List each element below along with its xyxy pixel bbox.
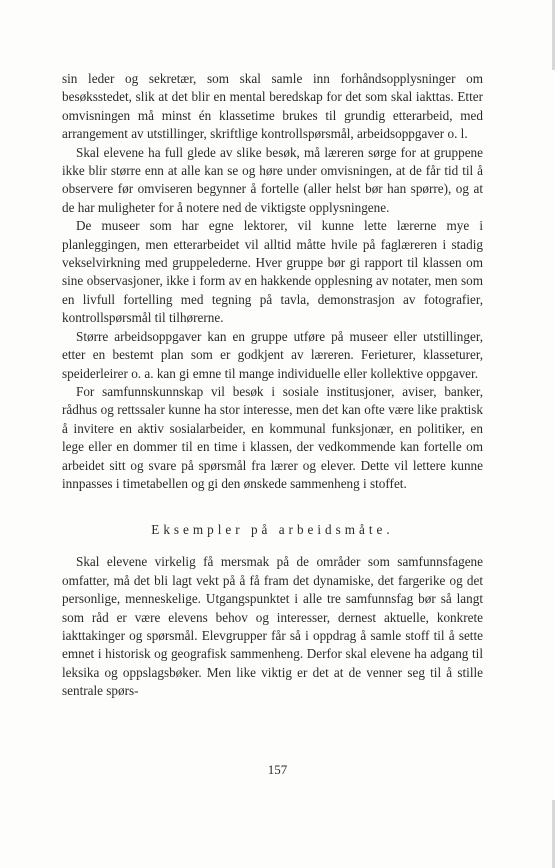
paragraph: Større arbeidsoppgaver kan en gruppe utføre på museer eller utstillinger, etter en bestemt plan som er godkjent av læreren. Ferieturer, klasseturer, speiderleirer o. a. kan gi emne til mange individuelle eller kollektive oppgaver.	[62, 328, 483, 381]
paragraph: For samfunnskunnskap vil besøk i sosiale institusjoner, aviser, banker, rådhus og rettssaler kunne ha stor interesse, men det kan ofte være like praktisk å invitere en aktiv sosialarbeider, en kommunal funksjonær, en politiker, en lege eller en dommer til en time i klassen, der vedkommende kan fortelle om arbeidet sitt og svare på spørsmål fra lærer og elever. Dette vil lettere kunne innpasses i timetabellen og gi den ønskede sammenheng i stoffet.	[62, 383, 483, 491]
page-number: 157	[267, 762, 288, 777]
paragraph: Skal elevene virkelig få mersmak på de områder som samfunnsfagene omfatter, må det bli lagt vekt på å få fram det dynamiske, det fargerike og det personlige, menneskelige. Utgangspunktet i alle tre samfunnsfag bør så langt som råd er være elevens behov og interesser, dernest aktuelle, konkrete iakttakinger og spørsmål. Elevgrupper får så i oppdrag å samle stoff til å sette emnet i historisk og geografisk sammenheng. Derfor skal elevene ha adgang til leksika og oppslagsbøker. Men like viktig er det at de venner seg til å stille sentrale spørs-	[62, 554, 483, 699]
paragraph: Skal elevene ha full glede av slike besøk, må læreren sørge for at gruppene ikke blir større enn at alle kan se og høre under omvisningen, at de får tid til å observere før omviseren begynner å fortelle (aller helst bør han spørre), og at de har muligheter for å notere ned de viktigste opplysningene.	[62, 144, 483, 215]
section-heading: Eksempler på arbeidsmåte.	[151, 522, 394, 538]
paragraph: sin leder og sekretær, som skal samle inn forhåndsopplysninger om besøksstedet, slik at det blir en mental beredskap for det som skal iakttas. Etter omvisningen må minst én klassetime brukes til grundig etterarbeid, med arrangement av utstillinger, skriftlige kontrollspørsmål, arbeidsoppgaver o. l.	[62, 71, 483, 142]
paragraph: De museer som har egne lektorer, vil kunne lette lærerne mye i planleggingen, men etterarbeidet vil alltid måtte hvile på faglæreren i stadig vekselvirkning med gruppelederne. Hver gruppe bør gi rapport til klassen om sine observasjoner, ikke i form av en hakkende opplesning av notater, men som en livfull fortelling med tegning på tavla, demonstrasjon av fotografier, kontrollspørsmål til tilhørerne.	[62, 218, 483, 326]
page-body	[62, 70, 483, 701]
